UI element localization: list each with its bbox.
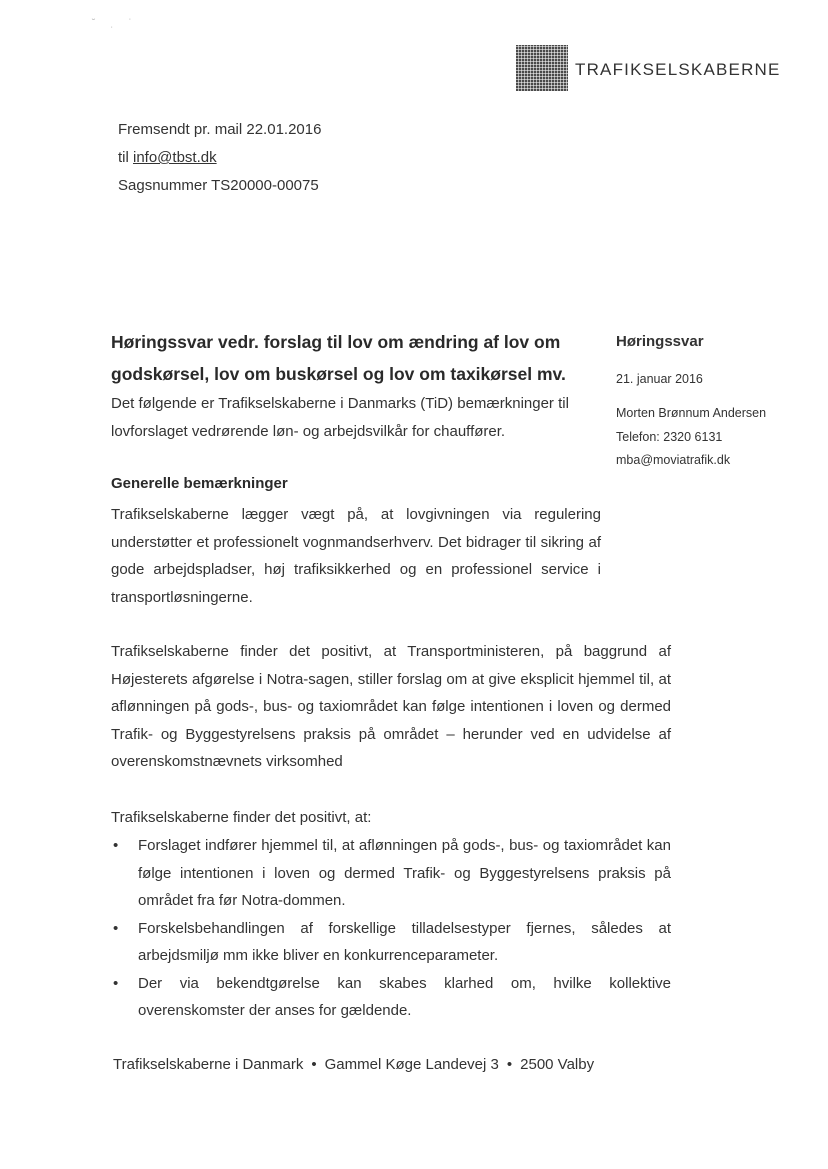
footer-org: Trafikselskaberne i Danmark — [113, 1056, 304, 1073]
list-item-text: Der via bekendtgørelse kan skabes klarhed om, hvilke kollektive overenskomster der anses for gældende. — [138, 974, 671, 1019]
section-heading: Generelle bemærkninger — [111, 475, 288, 492]
intro-paragraph: Det følgende er Trafikselskaberne i Danmarks (TiD) bemærkninger til lovforslaget vedrørende løn- og arbejdsvilkår for chauffører. — [111, 395, 569, 440]
sidebar-date: 21. januar 2016 — [616, 372, 703, 386]
paragraph-positive-intro: Trafikselskaberne finder det positivt, at: — [111, 809, 372, 826]
document-title-line-2: godskørsel, lov om buskørsel og lov om taxikørsel mv. — [111, 364, 566, 384]
document-title — [111, 326, 611, 390]
sidebar-email-link[interactable]: mba@moviatrafik.dk — [616, 453, 731, 467]
bullet-icon: • — [113, 837, 119, 854]
list-item — [111, 915, 671, 970]
list-item-text: Forskelsbehandlingen af forskellige tilladelsestyper fjernes, således at arbejdsmiljø mm ikke bliver en konkurrenceparameter. — [138, 919, 671, 964]
list-item-text: Forslaget indfører hjemmel til, at aflønningen på gods-, bus- og taxiområdet kan følge intentionen i loven og dermed Trafik- og Byggestyrelsens praksis på området fra før Notra-dommen. — [138, 837, 671, 909]
footer-separator: • — [506, 1056, 513, 1073]
footer-city: 2500 Valby — [520, 1056, 595, 1073]
logo-text: TRAFIKSELSKABERNE — [575, 60, 781, 79]
footer — [113, 1056, 594, 1073]
sidebar-title: Høringssvar — [616, 333, 704, 350]
scan-marks: ˘ ˌ ˈ — [92, 18, 138, 29]
recipient-line — [118, 149, 217, 166]
paragraph-general: Trafikselskaberne lægger vægt på, at lovgivningen via regulering understøtter et professionelt vognmandserhverv. Det bidrager til sikring af gode arbejdspladser, høj trafiksikkerhed og en professionel service i transportløsningerne. — [111, 506, 601, 606]
document-title-line-1: Høringssvar vedr. forslag til lov om ændring af lov om — [111, 332, 561, 352]
sidebar-author: Morten Brønnum Andersen — [616, 406, 767, 420]
bullet-list — [111, 832, 671, 1025]
paragraph-positive-ruling: Trafikselskaberne finder det positivt, at Transportministeren, på baggrund af Højesterets afgørelse i Notra-sagen, stiller forslag om at give eksplicit hjemmel til, at aflønningen på gods-, bus- og taxiområdet kan følge intentionen i loven og dermed Trafik- og Byggestyrelsens praksis på området – herunder ved en udvidelse af overenskomstnævnets virksomhed — [111, 643, 671, 770]
list-item — [111, 832, 671, 915]
sidebar-phone: Telefon: 2320 6131 — [616, 430, 723, 444]
case-number: Sagsnummer TS20000-00075 — [118, 177, 319, 194]
bullet-icon: • — [113, 919, 119, 937]
footer-address: Gammel Køge Landevej 3 — [324, 1056, 499, 1073]
footer-separator: • — [311, 1056, 317, 1073]
sent-line: Fremsendt pr. mail 22.01.2016 — [118, 121, 322, 138]
recipient-email-link[interactable]: info@tbst.dk — [133, 149, 217, 166]
recipient-prefix: til — [118, 149, 133, 166]
bullet-icon: • — [113, 974, 119, 992]
logo-icon — [516, 45, 568, 91]
list-item — [111, 970, 671, 1025]
